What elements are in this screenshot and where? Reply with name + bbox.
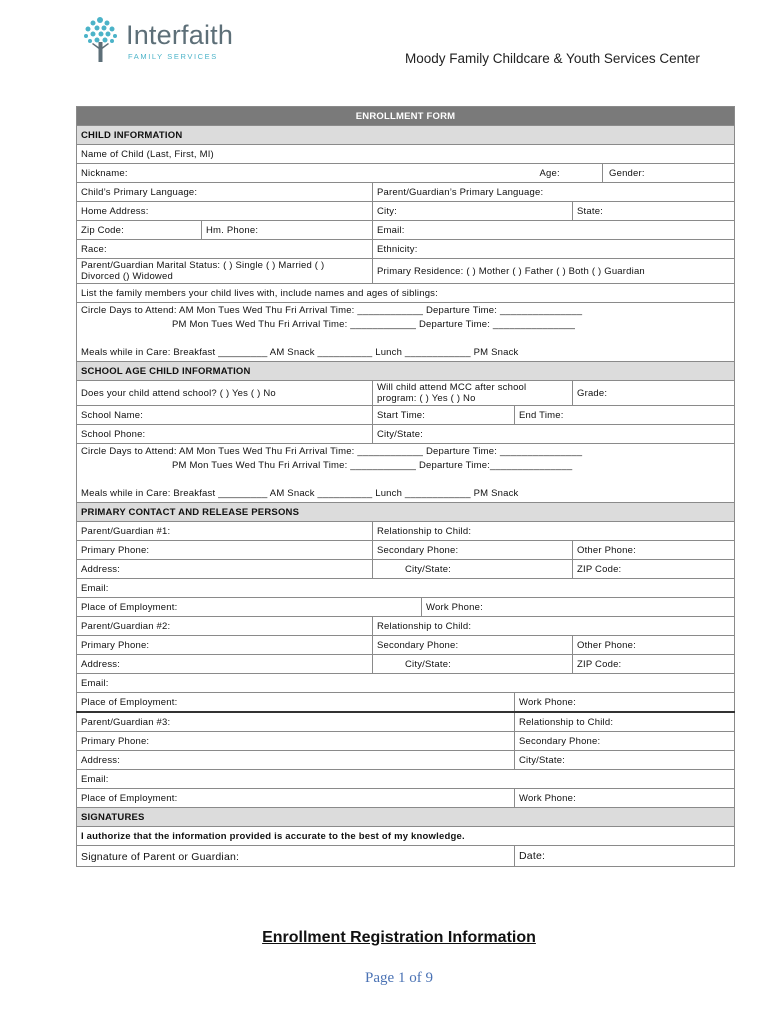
mcc-program-field[interactable] (373, 381, 573, 406)
enrollment-form (76, 106, 735, 867)
school-city-state-field[interactable]: City/State: (373, 425, 735, 444)
guardian3-primary-phone-field[interactable]: Primary Phone: (77, 732, 515, 751)
primary-residence-field[interactable]: Primary Residence: ( ) Mother ( ) Father ( ) Both ( ) Guardian (373, 259, 735, 284)
signature-label: Signature of Parent or Guardian: (81, 851, 240, 863)
state-field[interactable]: State: (573, 202, 735, 221)
school-days-line-1: Circle Days to Attend: AM Mon Tues Wed Thu Fri Arrival Time: ____________ Departure Time: _______________ (81, 446, 583, 457)
attend-school-field[interactable]: Does your child attend school? ( ) Yes ( ) No (77, 381, 373, 406)
guardian1-zip-field[interactable]: ZIP Code: (573, 560, 735, 579)
logo-subtitle: FAMILY SERVICES (128, 52, 218, 61)
date-field[interactable] (515, 846, 735, 867)
child-language-field[interactable]: Child’s Primary Language: (77, 183, 373, 202)
guardian1-email-field[interactable]: Email: (77, 579, 735, 598)
name-of-child-field[interactable]: Name of Child (Last, First, MI) (77, 145, 735, 164)
guardian2-work-phone-field[interactable]: Work Phone: (515, 693, 735, 713)
marital-status-field[interactable] (77, 259, 373, 284)
guardian2-city-state-field[interactable]: City/State: (373, 655, 573, 674)
days-line-2: PM Mon Tues Wed Thu Fri Arrival Time: ____________ Departure Time: _______________ (172, 319, 576, 330)
guardian1-address-field[interactable]: Address: (77, 560, 373, 579)
signature-field[interactable] (77, 846, 515, 867)
guardian1-other-phone-field[interactable]: Other Phone: (573, 541, 735, 560)
guardian1-work-phone-field[interactable]: Work Phone: (422, 598, 735, 617)
guardian1-city-state-field[interactable]: City/State: (373, 560, 573, 579)
marital-status-line-1: Parent/Guardian Marital Status: ( ) Single ( ) Married ( ) (81, 260, 325, 271)
home-address-field[interactable]: Home Address: (77, 202, 373, 221)
attendance-schedule-field[interactable] (77, 303, 735, 362)
nickname-field[interactable]: Nickname: (77, 164, 536, 183)
guardian3-email-field[interactable]: Email: (77, 770, 735, 789)
school-name-field[interactable]: School Name: (77, 406, 373, 425)
family-members-field[interactable]: List the family members your child lives with, include names and ages of siblings: (77, 284, 735, 303)
email-field[interactable]: Email: (373, 221, 735, 240)
center-name: Moody Family Childcare & Youth Services Center (405, 51, 700, 66)
guardian2-secondary-phone-field[interactable]: Secondary Phone: (373, 636, 573, 655)
mcc-line-1: Will child attend MCC after school (377, 382, 527, 393)
days-line-1: Circle Days to Attend: AM Mon Tues Wed Thu Fri Arrival Time: ____________ Departure Time: _______________ (81, 305, 583, 316)
guardian2-zip-field[interactable]: ZIP Code: (573, 655, 735, 674)
guardian1-primary-phone-field[interactable]: Primary Phone: (77, 541, 373, 560)
grade-field[interactable]: Grade: (573, 381, 735, 406)
start-time-field[interactable]: Start Time: (373, 406, 515, 425)
guardian3-employment-field[interactable]: Place of Employment: (77, 789, 515, 808)
guardian2-other-phone-field[interactable]: Other Phone: (573, 636, 735, 655)
guardian2-primary-phone-field[interactable]: Primary Phone: (77, 636, 373, 655)
tree-logo-icon (80, 14, 126, 66)
school-days-line-2: PM Mon Tues Wed Thu Fri Arrival Time: ____________ Departure Time:_______________ (172, 460, 573, 471)
end-time-field[interactable]: End Time: (515, 406, 735, 425)
guardian1-field[interactable]: Parent/Guardian #1: (77, 522, 373, 541)
guardian3-city-state-field[interactable]: City/State: (515, 751, 735, 770)
mcc-line-2: program: ( ) Yes ( ) No (377, 393, 476, 404)
authorization-statement: I authorize that the information provided is accurate to the best of my knowledge. (77, 827, 735, 846)
enrollment-registration-title: Enrollment Registration Information (262, 929, 536, 946)
signatures-header: SIGNATURES (77, 808, 735, 827)
guardian2-relationship-field[interactable]: Relationship to Child: (373, 617, 735, 636)
logo-text: Interfaith (126, 20, 234, 50)
page-number: Page 1 of 9 (365, 970, 433, 986)
parent-language-field[interactable]: Parent/Guardian’s Primary Language: (373, 183, 735, 202)
marital-status-line-2: Divorced () Widowed (81, 271, 173, 282)
guardian3-work-phone-field[interactable]: Work Phone: (515, 789, 735, 808)
home-phone-field[interactable]: Hm. Phone: (202, 221, 373, 240)
school-age-header: SCHOOL AGE CHILD INFORMATION (77, 362, 735, 381)
guardian3-address-field[interactable]: Address: (77, 751, 515, 770)
guardian2-address-field[interactable]: Address: (77, 655, 373, 674)
guardian3-field[interactable]: Parent/Guardian #3: (77, 712, 515, 732)
school-phone-field[interactable]: School Phone: (77, 425, 373, 444)
zip-code-field[interactable]: Zip Code: (77, 221, 202, 240)
gender-field[interactable]: Gender: (603, 164, 735, 183)
guardian3-secondary-phone-field[interactable]: Secondary Phone: (515, 732, 735, 751)
date-label: Date: (519, 850, 546, 862)
child-information-header: CHILD INFORMATION (77, 126, 735, 145)
guardian2-email-field[interactable]: Email: (77, 674, 735, 693)
race-field[interactable]: Race: (77, 240, 373, 259)
school-meals-line: Meals while in Care: Breakfast _________ AM Snack __________ Lunch ____________ PM Snack (81, 488, 519, 499)
guardian2-employment-field[interactable]: Place of Employment: (77, 693, 515, 713)
guardian1-relationship-field[interactable]: Relationship to Child: (373, 522, 735, 541)
ethnicity-field[interactable]: Ethnicity: (373, 240, 735, 259)
meals-line: Meals while in Care: Breakfast _________ AM Snack __________ Lunch ____________ PM Snack (81, 347, 519, 358)
guardian1-employment-field[interactable]: Place of Employment: (77, 598, 422, 617)
guardian2-field[interactable]: Parent/Guardian #2: (77, 617, 373, 636)
age-field[interactable]: Age: (536, 164, 603, 183)
guardian3-relationship-field[interactable]: Relationship to Child: (515, 712, 735, 732)
form-title: ENROLLMENT FORM (77, 107, 735, 126)
guardian1-secondary-phone-field[interactable]: Secondary Phone: (373, 541, 573, 560)
city-field[interactable]: City: (373, 202, 573, 221)
school-attendance-schedule-field[interactable] (77, 444, 735, 503)
primary-contact-header: PRIMARY CONTACT AND RELEASE PERSONS (77, 503, 735, 522)
